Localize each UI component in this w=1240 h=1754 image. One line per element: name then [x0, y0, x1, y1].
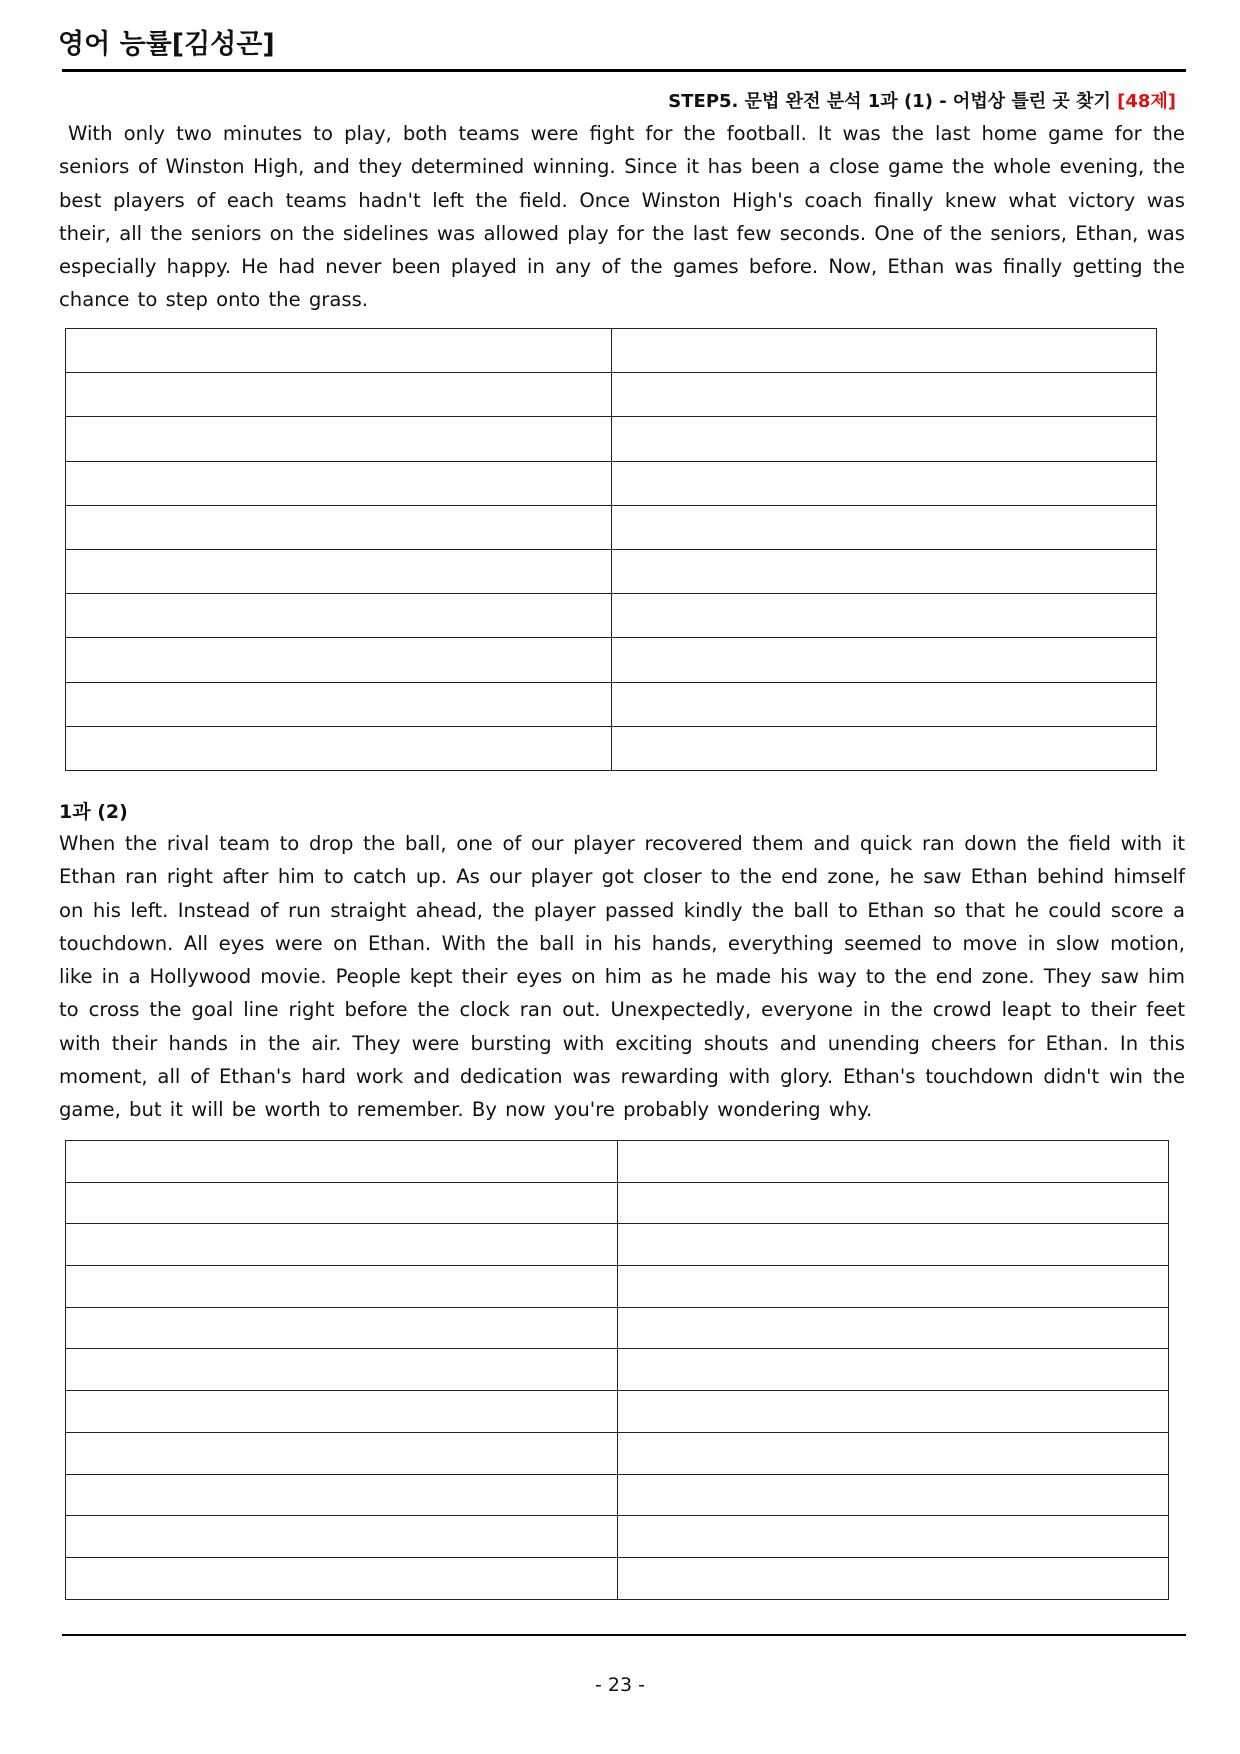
answer-cell [66, 1224, 618, 1266]
answer-row [66, 329, 1157, 373]
section-heading-text: STEP5. 문법 완전 분석 1과 (1) - 어법상 틀린 곳 찾기 [668, 91, 1118, 112]
header-divider [62, 69, 1186, 72]
answer-cell [617, 1349, 1169, 1391]
answer-row [66, 373, 1157, 417]
answer-row [66, 726, 1157, 770]
answer-row [66, 1182, 1169, 1224]
answer-cell [66, 1557, 618, 1599]
answer-row [66, 461, 1157, 505]
footer-divider [62, 1634, 1186, 1636]
passage-2: When the rival team to drop the ball, one of our player recovered them and quick ran down the field with it Ethan ran right after him to catch up. As our player got closer to the end zone, he saw Ethan behind himself on his left. Instead of run straight ahead, the player passed kindly the ball to Ethan so that he could score a touchdown. All eyes were on Ethan. With the ball in his hands, everything seemed to move in slow motion, like in a Hollywood movie. People kept their eyes on him as he made his way to the end zone. They saw him to cross the goal line right before the clock ran out. Unexpectedly, everyone in the crowd leapt to their feet with their hands in the air. They were bursting with exciting shouts and unending cheers for Ethan. In this moment, all of Ethan's hard work and dedication was rewarding with glory. Ethan's touchdown didn't win the game, but it will be worth to remember. By now you're probably wondering why. [59, 832, 1185, 1122]
answer-cell [66, 1391, 618, 1433]
answer-cell [611, 726, 1157, 770]
answer-cell [66, 373, 612, 417]
answer-cell [66, 726, 612, 770]
answer-row [66, 1266, 1169, 1308]
answer-cell [66, 1141, 618, 1183]
section-heading [668, 87, 1176, 113]
page-title: 영어 능률[김성곤] [58, 29, 275, 60]
answer-cell [66, 1307, 618, 1349]
answer-cell [66, 682, 612, 726]
answer-cell [617, 1307, 1169, 1349]
answer-cell [66, 1349, 618, 1391]
answer-cell [66, 638, 612, 682]
answer-cell [617, 1516, 1169, 1558]
answer-row [66, 1349, 1169, 1391]
answer-table-1 [65, 328, 1157, 771]
answer-row [66, 1557, 1169, 1599]
answer-row [66, 1474, 1169, 1516]
answer-row [66, 1516, 1169, 1558]
answer-row [66, 1391, 1169, 1433]
answer-row [66, 1432, 1169, 1474]
question-count: [48제] [1117, 91, 1176, 112]
answer-cell [617, 1432, 1169, 1474]
answer-cell [611, 594, 1157, 638]
answer-row [66, 1224, 1169, 1266]
answer-cell [611, 505, 1157, 549]
answer-cell [611, 549, 1157, 593]
answer-cell [617, 1266, 1169, 1308]
answer-cell [66, 1266, 618, 1308]
answer-row [66, 594, 1157, 638]
answer-cell [66, 1432, 618, 1474]
answer-cell [611, 329, 1157, 373]
answer-cell [66, 461, 612, 505]
answer-row [66, 505, 1157, 549]
answer-cell [611, 373, 1157, 417]
answer-cell [617, 1391, 1169, 1433]
answer-row [66, 1141, 1169, 1183]
subsection-heading: 1과 (2) [59, 801, 128, 823]
answer-cell [66, 329, 612, 373]
answer-row [66, 682, 1157, 726]
answer-cell [66, 1182, 618, 1224]
answer-cell [611, 417, 1157, 461]
answer-row [66, 417, 1157, 461]
answer-row [66, 1307, 1169, 1349]
answer-cell [611, 638, 1157, 682]
answer-cell [617, 1474, 1169, 1516]
page-number: - 23 - [595, 1674, 645, 1696]
answer-cell [617, 1224, 1169, 1266]
answer-cell [66, 1516, 618, 1558]
answer-cell [617, 1141, 1169, 1183]
answer-cell [66, 1474, 618, 1516]
answer-cell [66, 417, 612, 461]
answer-row [66, 549, 1157, 593]
passage-1: With only two minutes to play, both teams were fight for the football. It was the last home game for the seniors of Winston High, and they determined winning. Since it has been a close game the whole evening, the best players of each teams hadn't left the field. Once Winston High's coach finally knew what victory was their, all the seniors on the sidelines was allowed play for the last few seconds. One of the seniors, Ethan, was especially happy. He had never been played in any of the games before. Now, Ethan was finally getting the chance to step onto the grass. [59, 122, 1185, 312]
answer-cell [611, 461, 1157, 505]
answer-cell [66, 549, 612, 593]
answer-cell [617, 1557, 1169, 1599]
answer-cell [66, 594, 612, 638]
answer-cell [66, 505, 612, 549]
answer-row [66, 638, 1157, 682]
answer-cell [611, 682, 1157, 726]
answer-table-2 [65, 1140, 1169, 1600]
answer-cell [617, 1182, 1169, 1224]
